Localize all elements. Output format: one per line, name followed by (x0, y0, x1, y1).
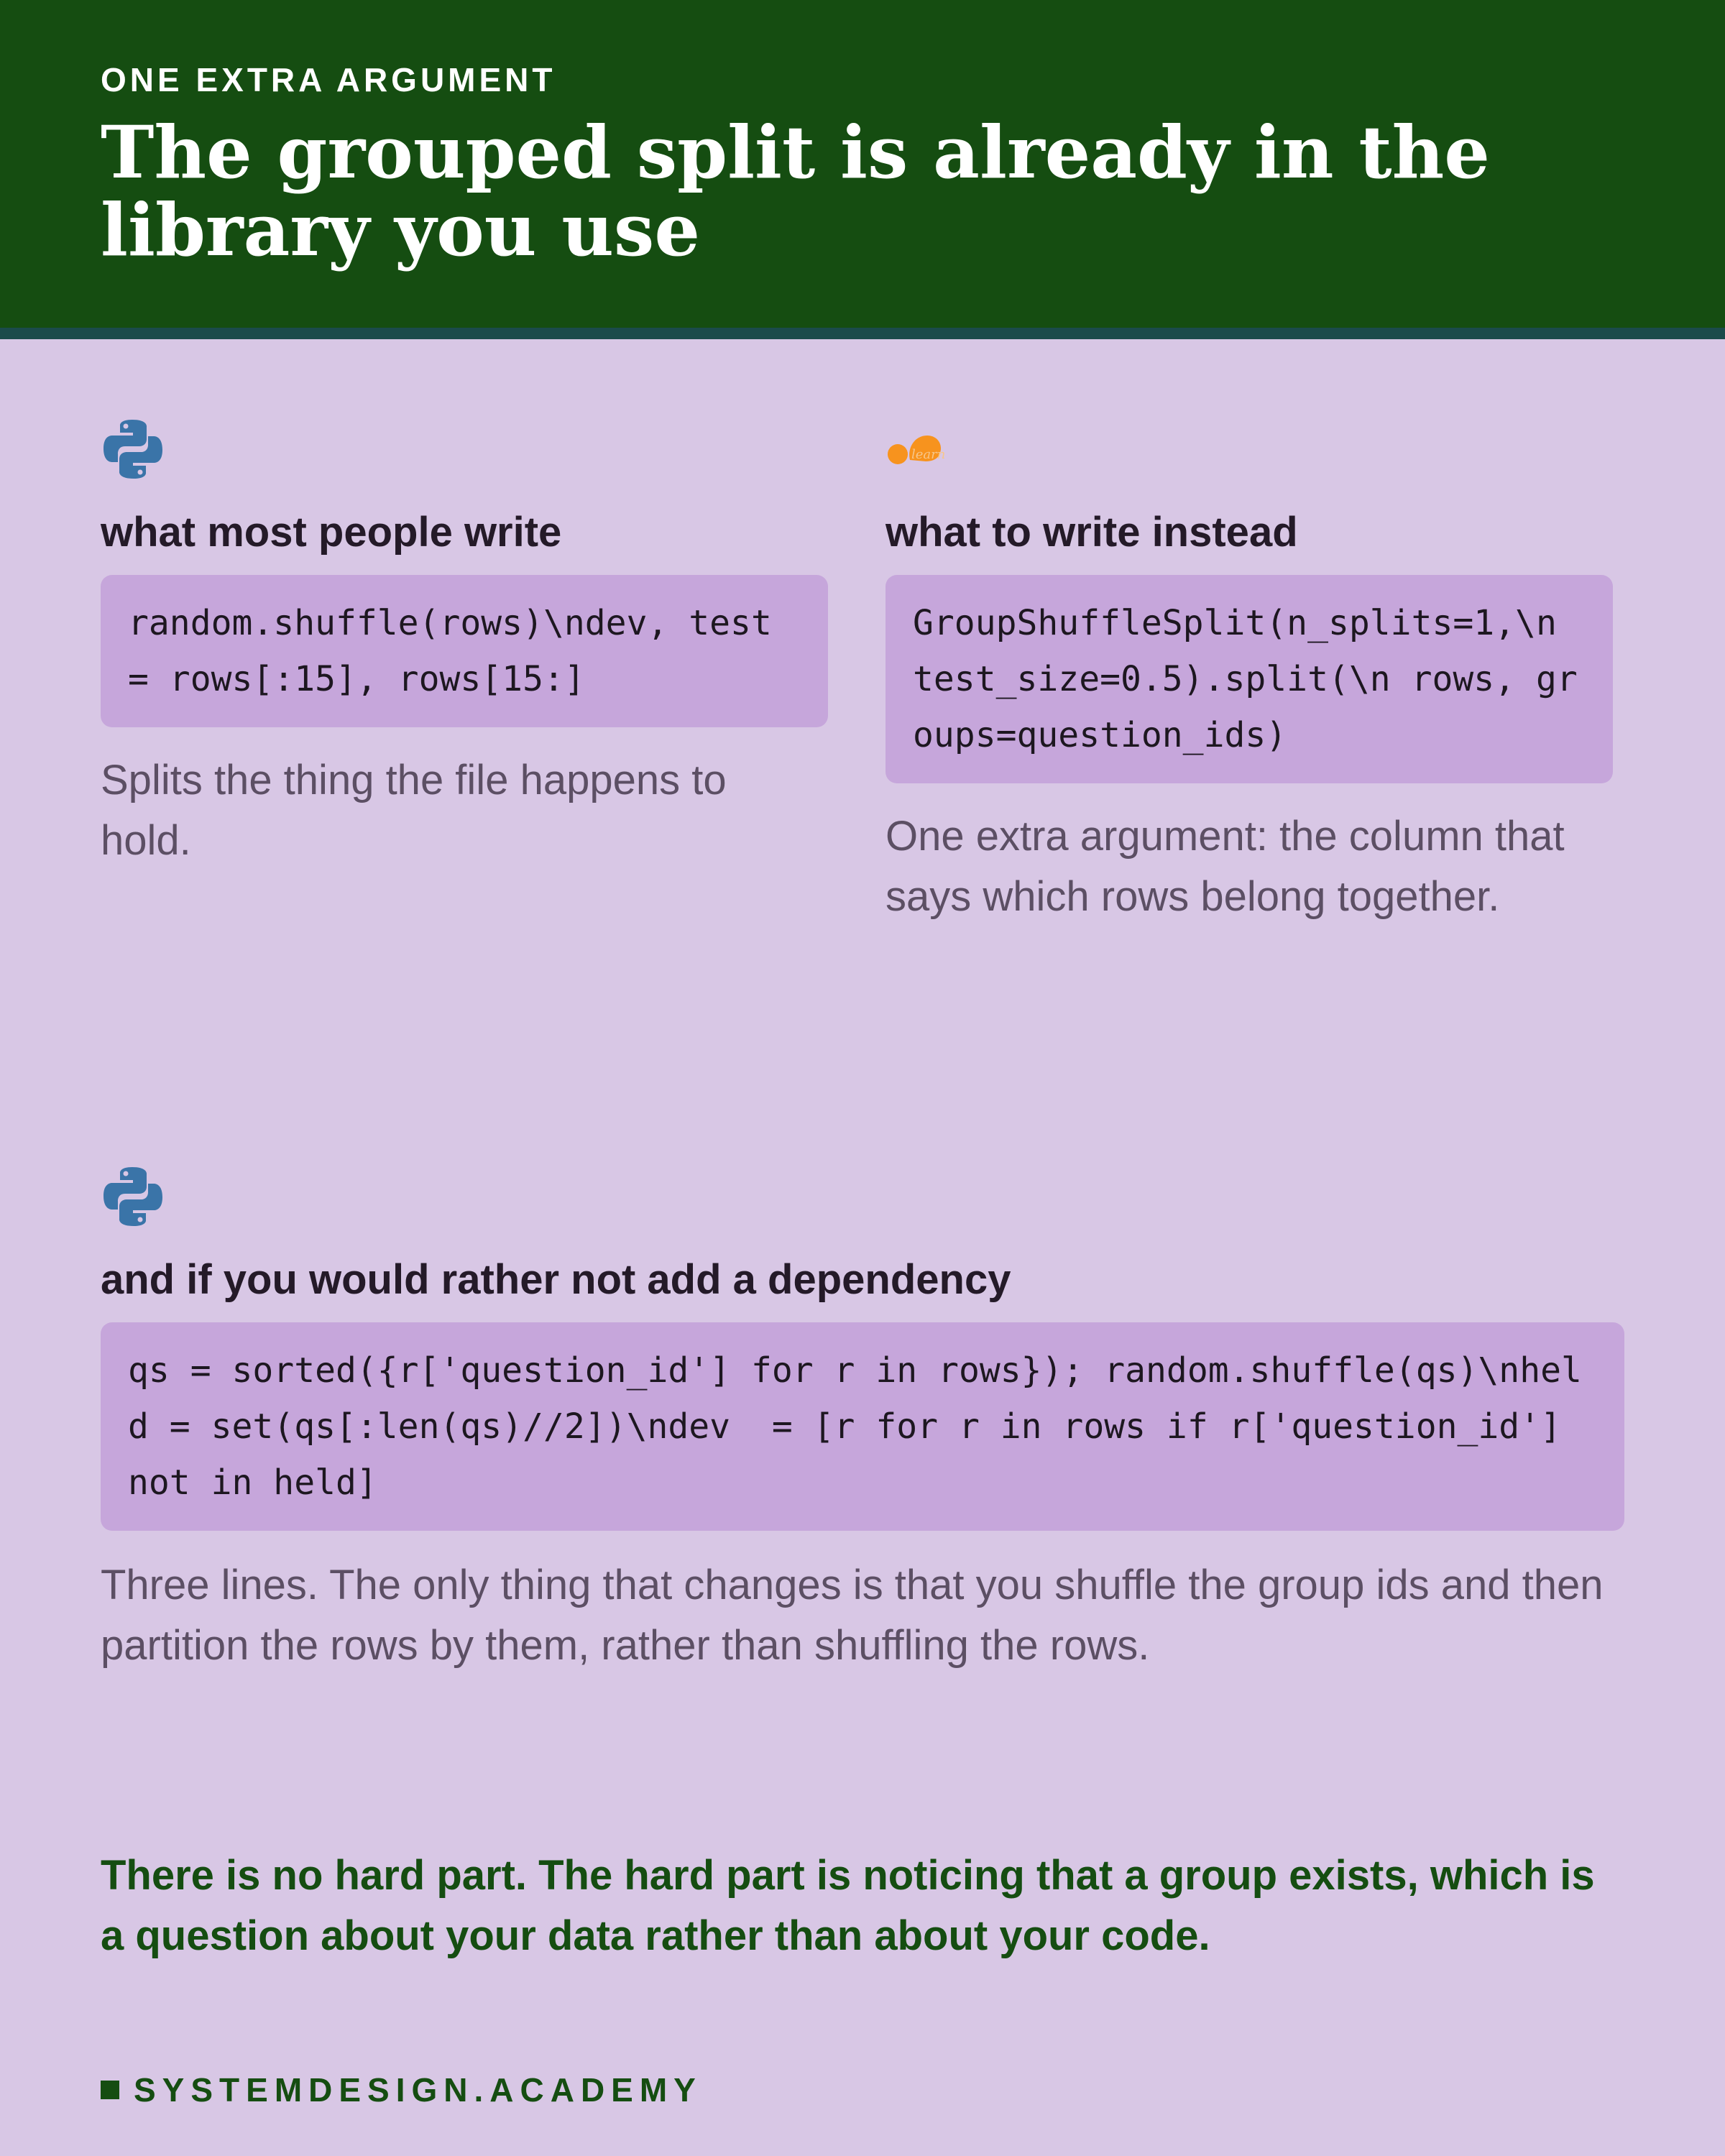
page-title: The grouped split is already in the library you use (101, 110, 1490, 272)
right-card-description: One extra argument: the column that says which rows belong together. (886, 813, 1565, 920)
bottom-code-block: qs = sorted({r['question_id'] for r in rows}); random.shuffle(qs)\nheld = set(qs[:len(qs)//2])\ndev = [r for r in rows if r['question_id'] not in held] (101, 1322, 1624, 1531)
bottom-card-description: Three lines. The only thing that changes is that you shuffle the group ids and then partition the rows by them, rather than shuffling the rows. (101, 1562, 1604, 1669)
footer-brand (101, 2068, 702, 2111)
svg-text:learn: learn (911, 447, 946, 462)
left-card-description: Splits the thing the file happens to hold. (101, 757, 727, 864)
header-divider (0, 328, 1725, 339)
python-logo-icon (101, 1164, 165, 1229)
eyebrow-label: ONE EXTRA ARGUMENT (101, 61, 556, 98)
bottom-card-heading: and if you would rather not add a dependency (101, 1256, 1011, 1303)
left-code-block: random.shuffle(rows)\ndev, test = rows[:15], rows[15:] (101, 575, 828, 727)
scikit-learn-logo-icon (886, 428, 952, 469)
takeaway-text: There is no hard part. The hard part is noticing that a group exists, which is a question about your data rather than about your code. (101, 1852, 1595, 1959)
brand-square-icon (101, 2081, 119, 2099)
python-logo-icon (101, 417, 165, 482)
brand-name: SYSTEMDESIGN.ACADEMY (134, 2071, 702, 2109)
left-card-heading: what most people write (101, 509, 562, 556)
right-code-block: GroupShuffleSplit(n_splits=1,\n test_size=0.5).split(\n rows, groups=question_ids) (886, 575, 1613, 783)
right-card-heading: what to write instead (886, 509, 1298, 556)
